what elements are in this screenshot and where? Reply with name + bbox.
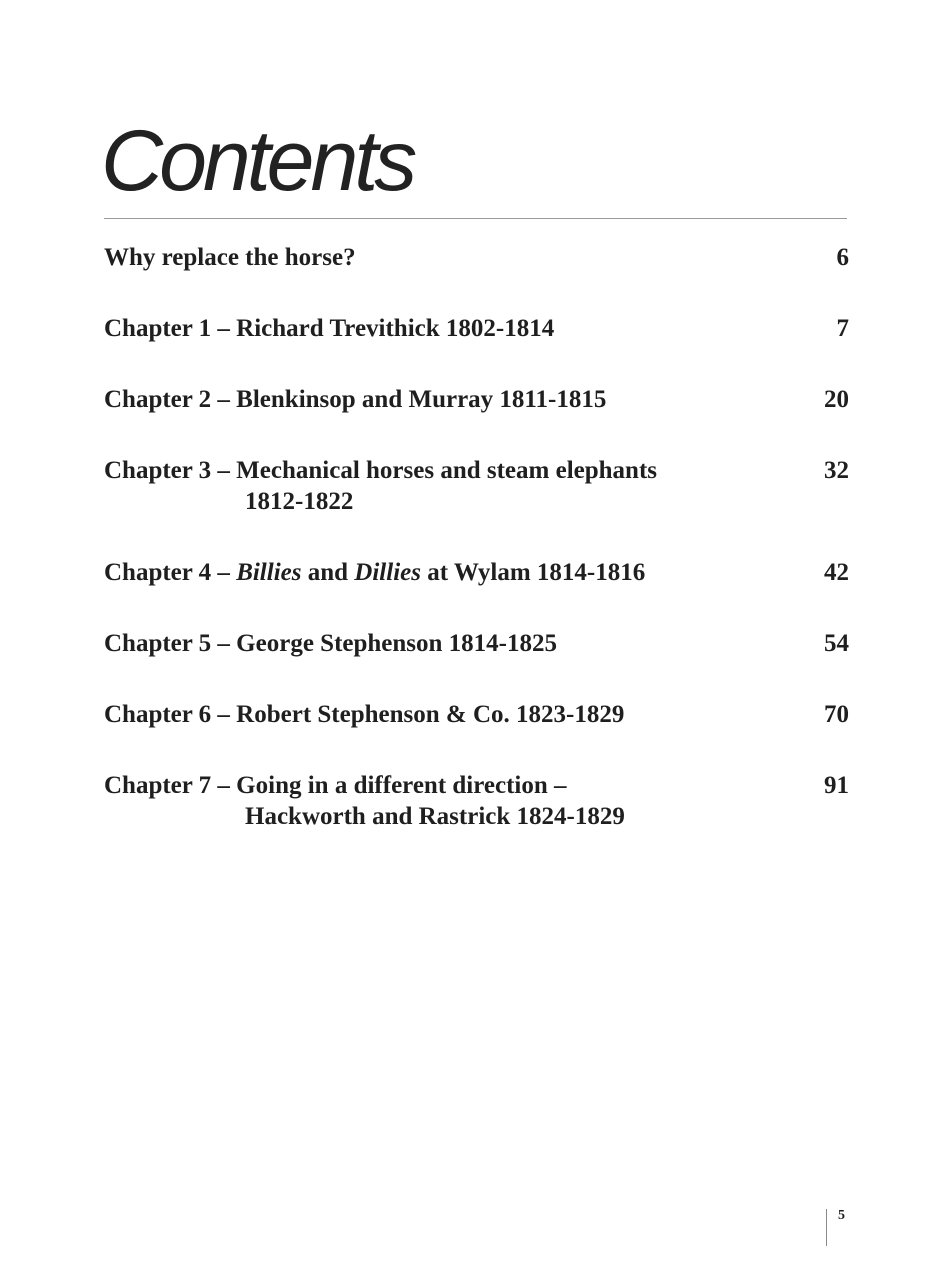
- toc-entry-title: Chapter 3 – Mechanical horses and steam elephants: [104, 457, 658, 484]
- toc-page-number: 6: [836, 244, 849, 271]
- toc-title-suffix: at Wylam 1814-1816: [420, 559, 646, 586]
- toc-title-italic-dillies: Dillies: [354, 559, 421, 586]
- toc-entry-title: Chapter 7 – Going in a different direction –: [104, 772, 567, 799]
- toc-entry-chapter-6: [104, 699, 849, 730]
- toc-entry-title: Chapter 5 – George Stephenson 1814-1825: [104, 630, 558, 657]
- toc-entry-title: [104, 557, 849, 588]
- toc-entry-title: Chapter 2 – Blenkinsop and Murray 1811-1815: [104, 386, 607, 413]
- page-title: Contents: [101, 113, 414, 209]
- toc-entry-intro: [104, 242, 849, 273]
- toc-entry-title-continued: Hackworth and Rastrick 1824-1829: [245, 803, 625, 830]
- toc-entry-chapter-3: [104, 455, 849, 517]
- title-divider: [104, 218, 847, 219]
- page-number: 5: [838, 1208, 845, 1223]
- toc-entry-title: Chapter 6 – Robert Stephenson & Co. 1823-1829: [104, 701, 625, 728]
- toc-entry-chapter-4: [104, 557, 849, 588]
- toc-page-number: 54: [824, 630, 849, 657]
- toc-page-number: 42: [824, 559, 849, 586]
- toc-page-number: 32: [824, 457, 849, 484]
- toc-page-number: 91: [824, 772, 849, 799]
- toc-entry-title-continued: 1812-1822: [245, 488, 354, 515]
- toc-title-italic-billies: Billies: [236, 559, 302, 586]
- toc-entry-title: Chapter 1 – Richard Trevithick 1802-1814: [104, 315, 555, 342]
- toc-title-prefix: Chapter 4 –: [104, 559, 237, 586]
- toc-page-number: 20: [824, 386, 849, 413]
- toc-entry-title: Why replace the horse?: [104, 244, 356, 271]
- toc-title-middle: and: [301, 559, 355, 586]
- footer-divider: [826, 1209, 827, 1246]
- toc-entry-chapter-5: [104, 628, 849, 659]
- toc-entry-chapter-7: [104, 770, 849, 832]
- toc-page-number: 7: [836, 315, 849, 342]
- toc-page-number: 70: [824, 701, 849, 728]
- toc-entry-chapter-1: [104, 313, 849, 344]
- toc-entry-chapter-2: [104, 384, 849, 415]
